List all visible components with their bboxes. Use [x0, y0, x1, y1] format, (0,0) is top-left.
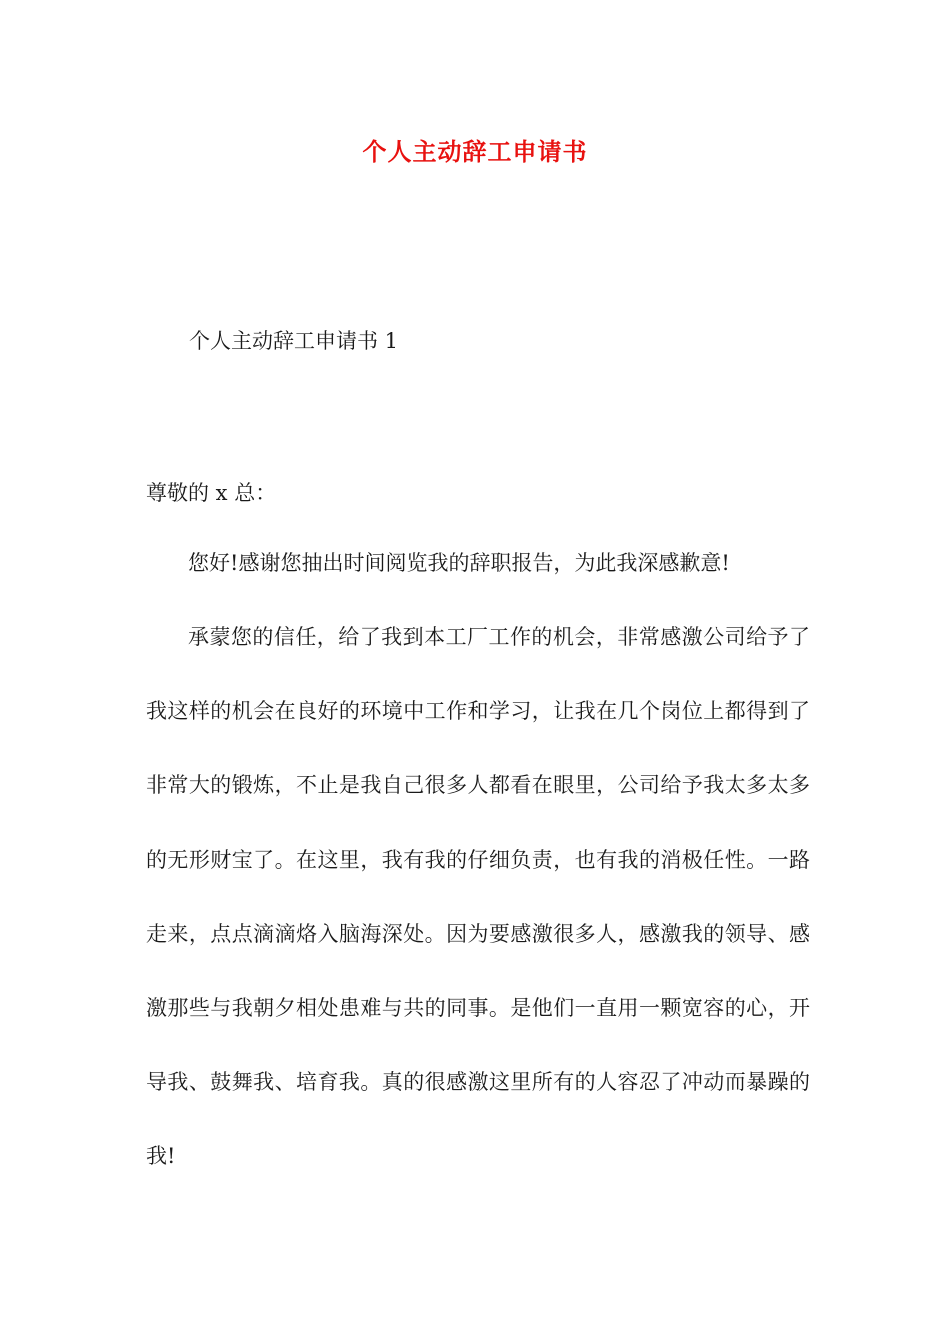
document-title: 个人主动辞工申请书 [362, 137, 588, 166]
paragraph-gratitude: 承蒙您的信任，给了我到本工厂工作的机会，非常感激公司给予了我这样的机会在良好的环境中工作和学习，让我在几个岗位上都得到了非常大的锻炼，不止是我自己很多人都看在眼里，公司给予我太多太多的无形财宝了。在这里，我有我的仔细负责，也有我的消极任性。一路走来，点点滴滴烙入脑海深处。因为要感激很多人，感激我的领导、感激那些与我朝夕相处患难与共的同事。是他们一直用一颗宽容的心，开导我、鼓舞我、培育我。真的很感激这里所有的人容忍了冲动而暴躁的我! [146, 625, 810, 1169]
paragraph-greeting: 您好!感谢您抽出时间阅览我的辞职报告，为此我深感歉意! [188, 551, 730, 575]
section-heading: 个人主动辞工申请书 1 [189, 329, 399, 353]
salutation: 尊敬的 x 总： [146, 481, 277, 505]
